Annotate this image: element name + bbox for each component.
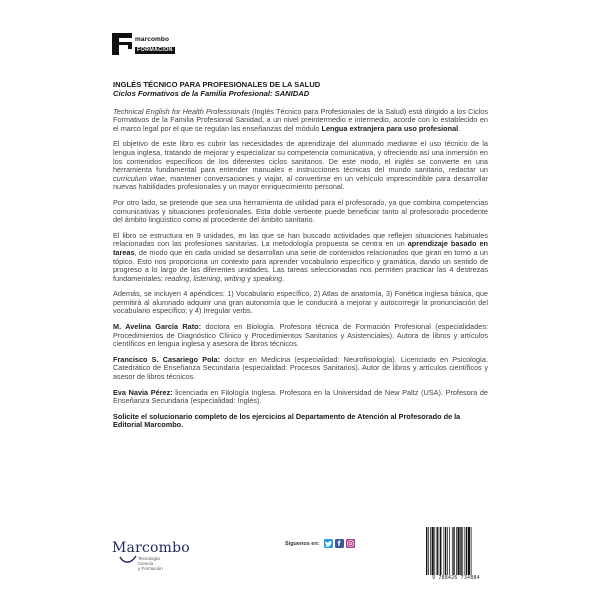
author-name: M. Avelina García Rato: bbox=[113, 322, 202, 332]
book-subtitle: Ciclos Formativos de la Familia Profesional: SANIDAD bbox=[113, 88, 310, 98]
paragraph-intro: Technical English for Health Professionals (Inglés Técnico para Profesionales de la Salud) está dirigido a los Ciclos Formativos de la Familia Profesional Sanidad, a un nivel preintermedio e intermedio, acorde con lo establecido en el marco legal por el que se regulan las enseñanzas del módulo Lengua extranjera para uso profesional. bbox=[113, 106, 488, 133]
facebook-icon[interactable]: f bbox=[335, 539, 344, 548]
swoosh-icon bbox=[119, 555, 137, 565]
publisher-logo bbox=[112, 33, 175, 55]
barcode-bar bbox=[440, 527, 441, 575]
author-name: Eva Navia Pérez: bbox=[113, 387, 173, 397]
barcode-bar bbox=[458, 527, 460, 575]
barcode-bar bbox=[434, 527, 435, 575]
barcode-bar bbox=[465, 527, 466, 575]
barcode-bar bbox=[432, 527, 434, 575]
barcode-bar bbox=[449, 527, 450, 575]
twitter-icon[interactable] bbox=[324, 539, 333, 548]
brand-name: Marcombo bbox=[112, 540, 190, 556]
description-block bbox=[113, 81, 488, 430]
book-english-title: Technical English for Health Professionals bbox=[113, 106, 250, 116]
brand-tagline: Tecnología Ciencia y Formación bbox=[138, 556, 163, 571]
book-title: INGLÉS TÉCNICO PARA PROFESIONALES DE LA SALUD bbox=[113, 80, 321, 89]
solutions-request: Solicite el solucionario completo de los ejercicios al Departamento de Atención al Profesorado de la Editorial Marcombo. bbox=[113, 411, 461, 430]
barcode-bar bbox=[456, 527, 457, 575]
barcode-bar bbox=[447, 527, 448, 575]
barcode-bar bbox=[439, 527, 440, 575]
barcode-bar bbox=[453, 527, 454, 575]
barcode-bar bbox=[428, 527, 429, 575]
barcode-bar bbox=[466, 527, 467, 575]
instagram-icon[interactable] bbox=[346, 539, 355, 548]
isbn-number: 9 788426 734884 bbox=[432, 576, 480, 581]
barcode-bar bbox=[468, 527, 470, 575]
author-bio: Francisco S. Casariego Pola: doctor en Medicina (especialidad: Neurofisiología). Licenciado en Psicología. Catedrático de Enseñanza Secundaria (especialidad: Procesos Sanitarios). Autor de libros y artículos científicos y asesor de libros técnicos. bbox=[113, 354, 489, 382]
social-links bbox=[285, 539, 357, 548]
paragraph-objective: El objetivo de este libro es cubrir las necesidades de aprendizaje del alumnado mediante el uso técnico de la lengua inglesa, tratando de mejorar y especializar su competencia comunicativa, y ofreciendo así una inmersión en los contenidos específicos de los diferentes ciclos sanitarios. De este modo, el inglés se convierte en una herramienta fundamental para entender manuales e instrucciones técnicas del mundo sanitario, redactar un curriculum vitae, mantener conversaciones y viajar, al convertirse en un vehículo imprescindible para desarrollar nuevas habilidades profesionales y un mayor enriquecimiento personal. bbox=[113, 139, 488, 192]
paragraph-appendices: Además, se incluyen 4 apéndices: 1) Vocabulario específico, 2) Atlas de anatomía, 3) Fonética inglesa básica, que permitirá al alumnado adquirir una gran autonomía que le conducirá a mejorar y autocorregir la pronunciación del vocabulario específico; y 4) Irregular verbs. bbox=[113, 289, 488, 316]
paragraph-structure: El libro se estructura en 9 unidades, en las que se han buscado actividades que reflejen situaciones habituales relacionadas con las profesiones sanitarias. La metodología propuesta se centra en un aprendizaje basado en tareas, de modo que en cada unidad se desarrollan una serie de contenidos relacionados que giran en torno a un tópico. Esto nos proporciona un contexto para aprender vocabulario específico y gramática, dando un sentido de progreso a lo largo de las diferentes unidades. Las tareas seleccionadas nos permiten practicar las 4 destrezas fundamentales: reading, listening, writing y speaking. bbox=[113, 230, 488, 283]
barcode bbox=[425, 527, 487, 575]
paragraph-teachers: Por otro lado, se pretende que sea una herramienta de utilidad para el profesorado, ya que combina competencias comunicativas y situaciones profesionales. Esta doble vertiente puede beneficiar tanto al profesorado procedente del ámbito lingüístico como al procedente del ámbito sanitario. bbox=[113, 197, 488, 225]
barcode-bar bbox=[471, 527, 472, 575]
barcode-bar bbox=[430, 527, 431, 575]
module-name: Lengua extranjera para uso profesional bbox=[321, 123, 459, 133]
marcombo-logo bbox=[112, 540, 190, 571]
barcode-bar bbox=[460, 527, 461, 575]
barcode-bar bbox=[437, 527, 438, 575]
barcode-bar bbox=[462, 527, 463, 575]
author-name: Francisco S. Casariego Pola: bbox=[113, 354, 221, 364]
author-bio: Eva Navia Pérez: licenciada en Filología Inglesa. Profesora en la Universidad de New Paltz (USA). Profesora de Enseñanza Secundaria (especialidad: Inglés). bbox=[113, 387, 488, 406]
publisher-badge: FORMACIÓN bbox=[137, 47, 173, 53]
publisher-f-icon bbox=[112, 33, 132, 55]
social-label: Síguenos en: bbox=[285, 540, 320, 547]
barcode-bar bbox=[444, 527, 445, 575]
barcode-bar bbox=[452, 527, 453, 575]
barcode-bar bbox=[445, 527, 446, 575]
author-bio: M. Avelina García Rato: doctora en Biología. Profesora técnica de Formación Profesional (especialidades: Procedimientos de Diagnóstico Clínico y Procedimientos Sanitarios y Asistenciales). Autora de libros y artículos científicos en lengua inglesa y asesora de libros técnicos. bbox=[113, 322, 488, 349]
barcode-bar bbox=[426, 527, 427, 575]
publisher-name: marcombo bbox=[135, 36, 170, 43]
